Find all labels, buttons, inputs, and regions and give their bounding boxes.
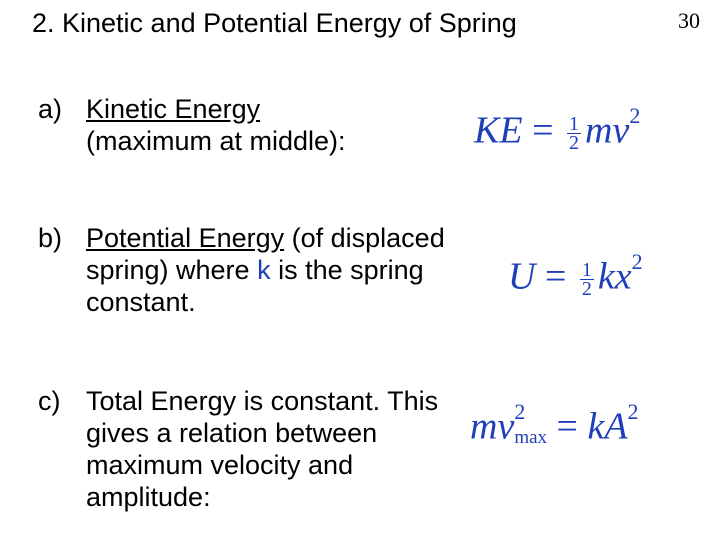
item-marker-a: a) bbox=[38, 94, 63, 124]
total-equals: = bbox=[556, 405, 578, 448]
item-kinetic-energy bbox=[38, 93, 438, 157]
item-text-b bbox=[86, 222, 453, 318]
equation-potential-energy bbox=[508, 238, 643, 307]
pe-lhs: U bbox=[508, 255, 536, 298]
equation-total-energy bbox=[470, 388, 639, 457]
slide-title: 2. Kinetic and Potential Energy of Spring bbox=[32, 8, 517, 38]
ke-term: mv bbox=[585, 109, 630, 152]
pe-fraction bbox=[580, 259, 594, 301]
total-lhs-term: mv bbox=[470, 405, 515, 448]
ke-fraction bbox=[567, 113, 581, 155]
item-total-energy bbox=[38, 385, 443, 513]
ke-equals: = bbox=[532, 109, 554, 152]
item-marker-b: b) bbox=[38, 223, 63, 253]
kinetic-energy-term: Kinetic Energy bbox=[86, 94, 261, 124]
kinetic-energy-description: (maximum at middle): bbox=[86, 126, 346, 156]
potential-energy-description-2: is the spring constant. bbox=[86, 255, 424, 317]
total-lhs-exponent: 2 bbox=[514, 398, 526, 424]
page-number: 30 bbox=[678, 8, 700, 33]
total-rhs-exponent: 2 bbox=[627, 399, 639, 424]
item-marker-c: c) bbox=[38, 386, 61, 416]
potential-energy-description-1: (of displaced spring) where bbox=[86, 223, 445, 285]
spring-constant-symbol: k bbox=[257, 255, 271, 285]
pe-equals: = bbox=[544, 255, 567, 298]
total-lhs-scripts bbox=[514, 398, 548, 450]
ke-lhs: KE bbox=[474, 109, 523, 152]
potential-energy-term: Potential Energy bbox=[86, 223, 285, 253]
item-potential-energy bbox=[38, 222, 453, 318]
ke-denominator: 2 bbox=[569, 132, 579, 155]
pe-exponent: 2 bbox=[631, 249, 643, 274]
ke-numerator: 1 bbox=[569, 113, 579, 136]
pe-numerator: 1 bbox=[581, 259, 592, 282]
item-text-c: Total Energy is constant. This gives a relation between maximum velocity and amplitude: bbox=[86, 386, 439, 512]
total-rhs-term: kA bbox=[587, 405, 628, 448]
pe-denominator: 2 bbox=[581, 278, 592, 301]
item-text-a bbox=[86, 93, 438, 157]
ke-exponent: 2 bbox=[629, 103, 641, 128]
equation-kinetic-energy bbox=[474, 92, 640, 161]
pe-term: kx bbox=[597, 255, 632, 298]
total-lhs-subscript: max bbox=[514, 426, 548, 448]
